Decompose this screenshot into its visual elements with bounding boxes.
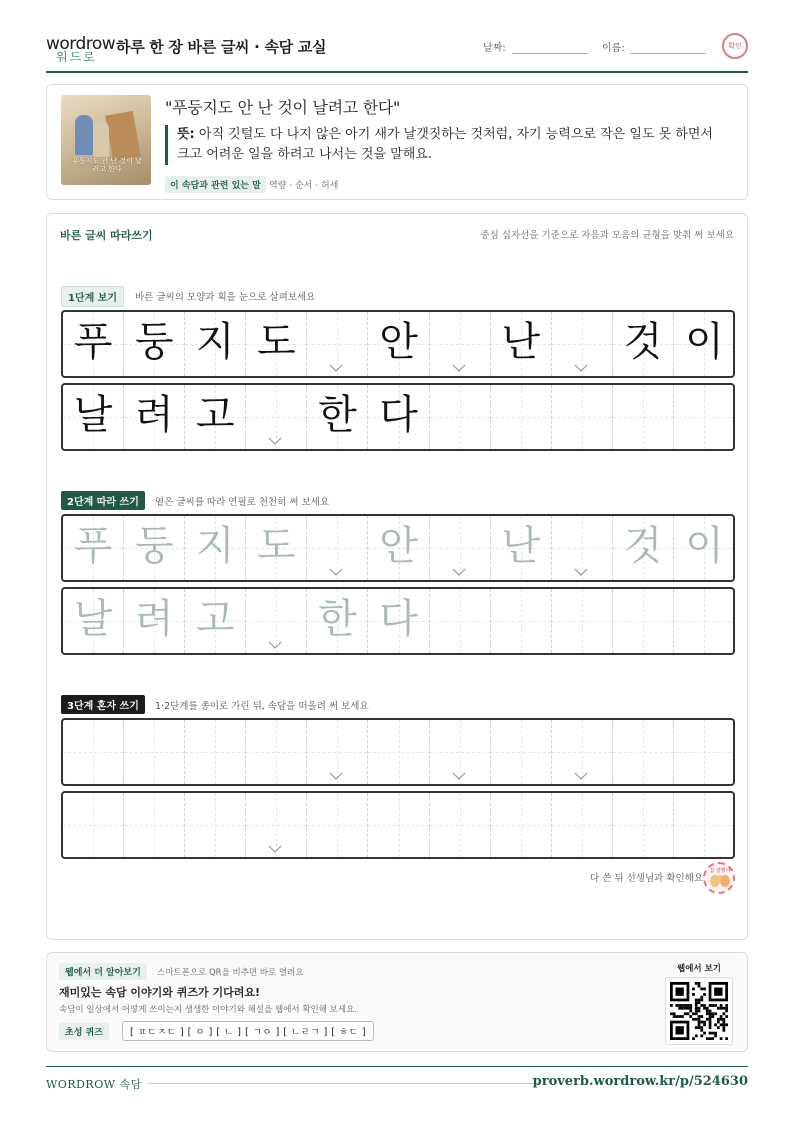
grid-cell[interactable] [307,720,368,784]
header-divider [46,71,748,73]
related-words: 역량 · 순서 · 허세 [269,181,339,191]
grid-cell[interactable] [124,720,185,784]
grid-char: 푸 [73,319,113,365]
grid-cell[interactable] [124,516,185,580]
grid-char: 한 [318,596,357,642]
grid-cell[interactable] [63,516,124,580]
space-mark-icon [574,766,588,776]
step3-desc: 1·2단계를 종이로 가린 뒤, 속담을 떠올려 써 보세요 [155,701,369,712]
sticker-text: 참 잘했어 [709,868,731,874]
grid-cell [246,312,307,376]
grid-cell[interactable] [307,793,368,857]
grid-cell[interactable] [63,720,124,784]
space-mark-icon [452,562,466,572]
space-mark-icon [329,766,343,776]
page-title: 하루 한 장 바른 글씨 · 속담 교실 [116,38,327,56]
grid-char: 고 [195,392,235,438]
footer-brand: WORDROW 속담 [46,1078,142,1091]
step2-row-2[interactable] [61,587,735,655]
grid-cell [185,312,246,376]
grid-char: 안 [379,523,418,569]
grid-cell[interactable] [613,720,674,784]
grid-cell [430,385,491,449]
related-words-badge: 이 속담과 관련 있는 말 [165,176,266,193]
space-mark-icon [329,562,343,572]
grid-char: 려 [134,596,174,642]
grid-cell[interactable] [246,516,307,580]
grid-char: 푸 [73,523,113,569]
grid-cell[interactable] [613,589,674,653]
grid-cell[interactable] [246,793,307,857]
grid-cell[interactable] [430,516,491,580]
grid-cell [246,385,307,449]
stamp-text: 확인 [728,42,742,50]
grid-cell [368,385,429,449]
grid-cell [552,385,613,449]
space-mark-icon [574,562,588,572]
grid-char: 안 [379,319,418,365]
step2-row-1[interactable] [61,514,735,582]
step1-row-2 [61,383,735,451]
web-more-section [46,952,748,1052]
space-mark-icon [268,431,282,441]
meaning-line1: 아직 깃털도 다 나지 않은 아기 새가 날갯짓하는 것처럼, 자기 능력으로 작은 일도 못 하면서 [194,127,713,142]
grid-cell[interactable] [246,720,307,784]
grid-char: 지 [195,523,235,569]
space-mark-icon [329,358,343,368]
grid-cell[interactable] [552,589,613,653]
proverb-title: "푸둥지도 안 난 것이 날려고 한다" [165,98,401,117]
grid-char: 려 [134,392,174,438]
logo-korean: 워드로 [56,50,97,64]
grid-cell[interactable] [124,793,185,857]
step1-row-1 [61,310,735,378]
date-field[interactable] [512,53,588,54]
grid-char: 난 [501,319,541,365]
grid-char: 둥 [134,319,174,365]
wordrow-logo [46,34,116,64]
space-mark-icon [452,358,466,368]
grid-cell[interactable] [674,516,735,580]
teacher-check-text: 다 쓴 뒤 선생님과 확인해요 [590,873,704,884]
grid-cell [124,385,185,449]
grid-char: 것 [623,319,663,365]
grid-char: 둥 [134,523,174,569]
grid-cell[interactable] [552,793,613,857]
grid-cell[interactable] [491,589,552,653]
grid-cell [674,385,735,449]
grid-char: 난 [501,523,541,569]
grid-char: 날 [73,596,113,642]
grid-cell[interactable] [430,720,491,784]
grid-cell[interactable] [368,516,429,580]
meaning-label: 뜻: [177,127,195,142]
grid-cell[interactable] [613,793,674,857]
grid-cell[interactable] [674,589,735,653]
grid-cell [613,312,674,376]
step1-badge: 1단계 보기 [61,286,124,307]
grid-cell [185,385,246,449]
grid-cell [124,312,185,376]
space-mark-icon [574,358,588,368]
practice-guide: 중심 십자선을 기준으로 자음과 모음의 균형을 맞춰 써 보세요 [480,230,734,241]
check-stamp-icon [722,33,748,59]
grid-cell[interactable] [185,720,246,784]
grid-char: 것 [623,523,663,569]
practice-title: 바른 글씨 따라쓰기 [60,229,153,242]
name-label: 이름: [602,43,625,54]
grid-cell[interactable] [63,589,124,653]
step3-row-2[interactable] [61,791,735,859]
grid-cell[interactable] [430,589,491,653]
grid-cell[interactable] [63,793,124,857]
qr-code-icon[interactable] [665,977,733,1045]
grid-cell[interactable] [552,516,613,580]
grid-cell[interactable] [491,516,552,580]
grid-char: 도 [257,319,296,365]
meaning-line2: 크고 어려운 일을 하려고 나서는 것을 말해요. [177,147,432,162]
logo-text: wordrow [46,34,116,54]
grid-cell[interactable] [307,589,368,653]
grid-cell [613,385,674,449]
grid-cell[interactable] [430,793,491,857]
step3-row-1[interactable] [61,718,735,786]
grid-char: 고 [195,596,235,642]
footer-divider [46,1066,748,1067]
web-heading: 재미있는 속담 이야기와 퀴즈가 기다려요! [59,986,260,999]
proverb-card [46,84,748,200]
qr-label: 웹에서 보기 [676,964,721,974]
grid-cell[interactable] [185,516,246,580]
date-label: 날짜: [483,43,506,54]
proverb-illustration [61,95,151,185]
grid-char: 도 [257,523,296,569]
grid-char: 이 [685,319,724,365]
proverb-meaning [165,125,735,165]
grid-char: 지 [195,319,235,365]
grid-cell[interactable] [491,793,552,857]
grid-char: 다 [379,392,418,438]
grid-cell [63,385,124,449]
step2-badge: 2단계 따라 쓰기 [61,491,145,510]
grid-cell[interactable] [246,589,307,653]
grid-cell[interactable] [185,589,246,653]
grid-cell [307,312,368,376]
qr-hint: 스마트폰으로 QR을 비추면 바로 열려요 [157,968,304,978]
grid-cell[interactable] [674,720,735,784]
space-mark-icon [452,766,466,776]
step3-badge: 3단계 혼자 쓰기 [61,695,145,714]
grid-cell[interactable] [674,793,735,857]
space-mark-icon [268,839,282,849]
grid-cell [430,312,491,376]
grid-char: 한 [318,392,357,438]
grid-cell[interactable] [307,516,368,580]
step2-desc: 옅은 글씨를 따라 연필로 천천히 써 보세요 [155,497,330,508]
chosung-quiz: [ ㅍㄷㅈㄷ ] [ ㅇ ] [ ㄴ ] [ ㄱㅇ ] [ ㄴㄹㄱ ] [ ㅎㄷ ] [122,1021,374,1041]
page-header [46,30,748,74]
grid-cell[interactable] [491,720,552,784]
grid-cell[interactable] [552,720,613,784]
grid-cell [491,312,552,376]
grid-cell [552,312,613,376]
illustration-caption: 푸둥지도 안 난 것이 날려고 한다 [72,157,142,174]
footer-line [148,1083,538,1084]
grid-cell [674,312,735,376]
quiz-badge: 초성 퀴즈 [59,1023,109,1040]
grid-cell [368,312,429,376]
grid-char: 날 [73,392,113,438]
grid-cell[interactable] [368,589,429,653]
practice-section [46,213,748,940]
grid-cell [307,385,368,449]
grid-cell [491,385,552,449]
name-field[interactable] [630,53,706,54]
step1-desc: 바른 글씨의 모양과 획을 눈으로 살펴보세요 [135,292,316,303]
web-description: 속담이 일상에서 어떻게 쓰이는지 생생한 이야기와 해설을 웹에서 확인해 보세요. [59,1005,357,1015]
grid-cell[interactable] [613,516,674,580]
grid-char: 다 [379,596,418,642]
grid-cell[interactable] [368,720,429,784]
grid-cell [63,312,124,376]
grid-cell[interactable] [124,589,185,653]
grid-cell[interactable] [185,793,246,857]
good-job-sticker-icon [703,862,735,894]
grid-cell[interactable] [368,793,429,857]
space-mark-icon [268,635,282,645]
web-more-badge: 웹에서 더 알아보기 [59,963,147,980]
footer-url[interactable]: proverb.wordrow.kr/p/524630 [532,1074,748,1089]
grid-char: 이 [685,523,724,569]
